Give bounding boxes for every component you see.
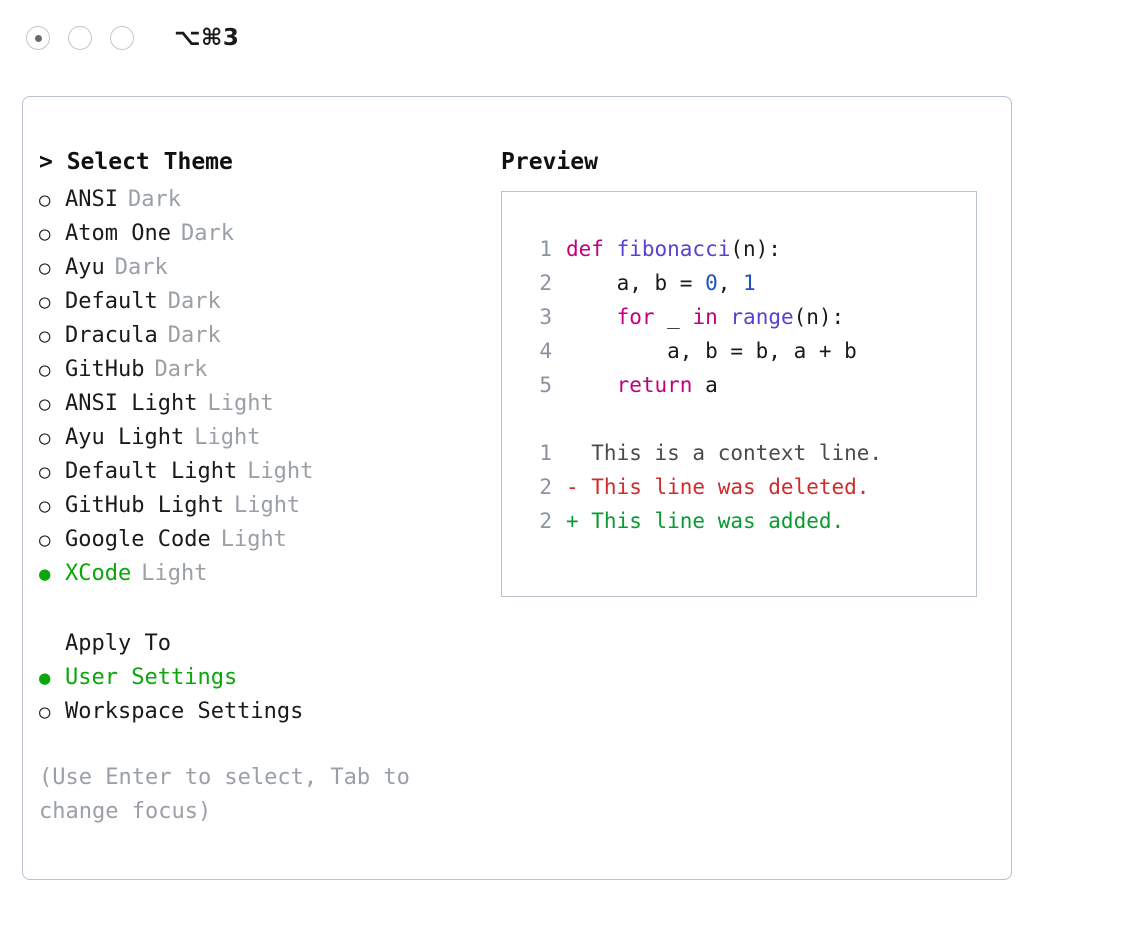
code-token: (n): [730, 237, 781, 261]
theme-variant-tag: Light [247, 459, 314, 484]
radio-icon: ○ [39, 427, 51, 449]
code-token: def [566, 237, 617, 261]
code-token: _ [654, 305, 693, 329]
diff-line [522, 470, 976, 504]
theme-variant-tag: Dark [127, 187, 181, 212]
code-text [566, 232, 781, 266]
line-number: 2 [539, 475, 552, 499]
theme-variant-tag: Light [233, 493, 301, 518]
radio-icon: ○ [39, 223, 51, 245]
theme-list-item[interactable] [39, 319, 489, 353]
apply-to-label: User Settings [65, 665, 238, 690]
code-token: in [692, 305, 718, 329]
radio-selected-icon: ● [39, 563, 51, 585]
keyboard-hint: (Use Enter to select, Tab to change focus) [39, 765, 424, 824]
code-token [566, 305, 617, 329]
radio-icon: ○ [39, 393, 51, 415]
radio-icon: ○ [39, 359, 51, 381]
code-token: a, b = b, a + b [566, 339, 857, 363]
theme-name: Dracula [65, 323, 158, 348]
theme-variant-tag: Dark [154, 357, 208, 382]
code-line [522, 334, 976, 368]
code-text [566, 300, 844, 334]
theme-variant-tag: Light [141, 561, 208, 586]
preview-heading: Preview [501, 149, 598, 175]
theme-list[interactable] [39, 183, 489, 591]
theme-list-item[interactable] [39, 285, 489, 319]
theme-name: Google Code [65, 527, 211, 552]
code-token [718, 305, 731, 329]
apply-to-option[interactable] [39, 695, 489, 729]
code-token [566, 373, 617, 397]
theme-name: GitHub [65, 357, 145, 382]
theme-name: Default [65, 289, 158, 314]
code-token: fibonacci [616, 237, 731, 261]
line-number: 2 [539, 271, 552, 295]
theme-list-item[interactable] [39, 421, 489, 455]
radio-icon: ○ [39, 495, 51, 517]
shortcut-label: ⌥⌘3 [174, 25, 240, 51]
diff-text: - This line was deleted. [566, 475, 870, 499]
code-line [522, 266, 976, 300]
theme-name: Default Light [65, 459, 238, 484]
theme-list-item[interactable] [39, 557, 489, 591]
diff-line [522, 436, 976, 470]
theme-variant-tag: Dark [167, 289, 221, 314]
apply-to-option[interactable] [39, 661, 489, 695]
line-number: 2 [539, 509, 552, 533]
code-token: (n): [793, 305, 845, 329]
radio-icon: ○ [39, 291, 51, 313]
code-line [522, 232, 976, 266]
theme-list-item[interactable] [39, 523, 489, 557]
theme-name: XCode [65, 561, 132, 586]
line-number: 3 [539, 305, 552, 329]
code-preview [522, 232, 976, 402]
spacer [39, 591, 489, 627]
radio-icon: ○ [39, 529, 51, 551]
line-number: 4 [539, 339, 552, 363]
code-text [566, 368, 718, 402]
theme-name: Ayu Light [65, 425, 185, 450]
theme-variant-tag: Dark [114, 255, 168, 280]
radio-selected-icon: ● [39, 667, 51, 689]
line-number: 5 [539, 373, 552, 397]
apply-to-list[interactable] [39, 661, 489, 729]
theme-list-item[interactable] [39, 387, 489, 421]
select-theme-heading: > Select Theme [39, 149, 233, 175]
code-line [522, 368, 976, 402]
main-panel [22, 96, 1012, 880]
code-token: 1 [743, 271, 756, 295]
radio-icon: ○ [39, 325, 51, 347]
theme-list-item[interactable] [39, 489, 489, 523]
code-line [522, 300, 976, 334]
radio-icon: ○ [39, 701, 51, 723]
code-token: range [730, 305, 794, 329]
radio-icon: ○ [39, 461, 51, 483]
apply-to-heading: Apply To [65, 631, 171, 656]
theme-name: Ayu [65, 255, 105, 280]
code-token: return [616, 373, 693, 397]
theme-name: ANSI Light [65, 391, 198, 416]
theme-name: ANSI [65, 187, 118, 212]
diff-line [522, 504, 976, 538]
panel-content [23, 97, 1011, 879]
code-token: a [692, 373, 718, 397]
diff-text: This is a context line. [566, 441, 883, 465]
theme-list-item[interactable] [39, 217, 489, 251]
theme-variant-tag: Light [220, 527, 287, 552]
theme-name: GitHub Light [65, 493, 224, 518]
code-token: for [616, 305, 655, 329]
title-bar [0, 0, 1140, 76]
diff-preview [522, 436, 976, 538]
code-token: , [717, 271, 744, 295]
theme-list-item[interactable] [39, 455, 489, 489]
preview-column [501, 149, 991, 597]
code-spacer [522, 402, 976, 436]
radio-icon: ○ [39, 257, 51, 279]
code-text [566, 266, 756, 300]
theme-list-item[interactable] [39, 353, 489, 387]
theme-list-item[interactable] [39, 251, 489, 285]
theme-selector-column [39, 149, 489, 829]
minimize-button[interactable] [68, 26, 92, 50]
theme-list-item[interactable] [39, 183, 489, 217]
theme-variant-tag: Dark [167, 323, 221, 348]
radio-icon: ○ [39, 189, 51, 211]
theme-variant-tag: Light [194, 425, 261, 450]
line-number: 1 [539, 441, 552, 465]
preview-box [501, 191, 977, 597]
theme-name: Atom One [65, 221, 171, 246]
zoom-button[interactable] [110, 26, 134, 50]
line-number: 1 [539, 237, 552, 261]
apply-to-label: Workspace Settings [65, 699, 304, 724]
close-button[interactable] [26, 26, 50, 50]
code-token: 0 [705, 271, 718, 295]
theme-variant-tag: Light [207, 391, 274, 416]
diff-text: + This line was added. [566, 509, 845, 533]
code-token: a, b = [566, 271, 706, 295]
code-text [566, 334, 857, 368]
theme-variant-tag: Dark [180, 221, 234, 246]
close-dot-inner [35, 35, 42, 42]
